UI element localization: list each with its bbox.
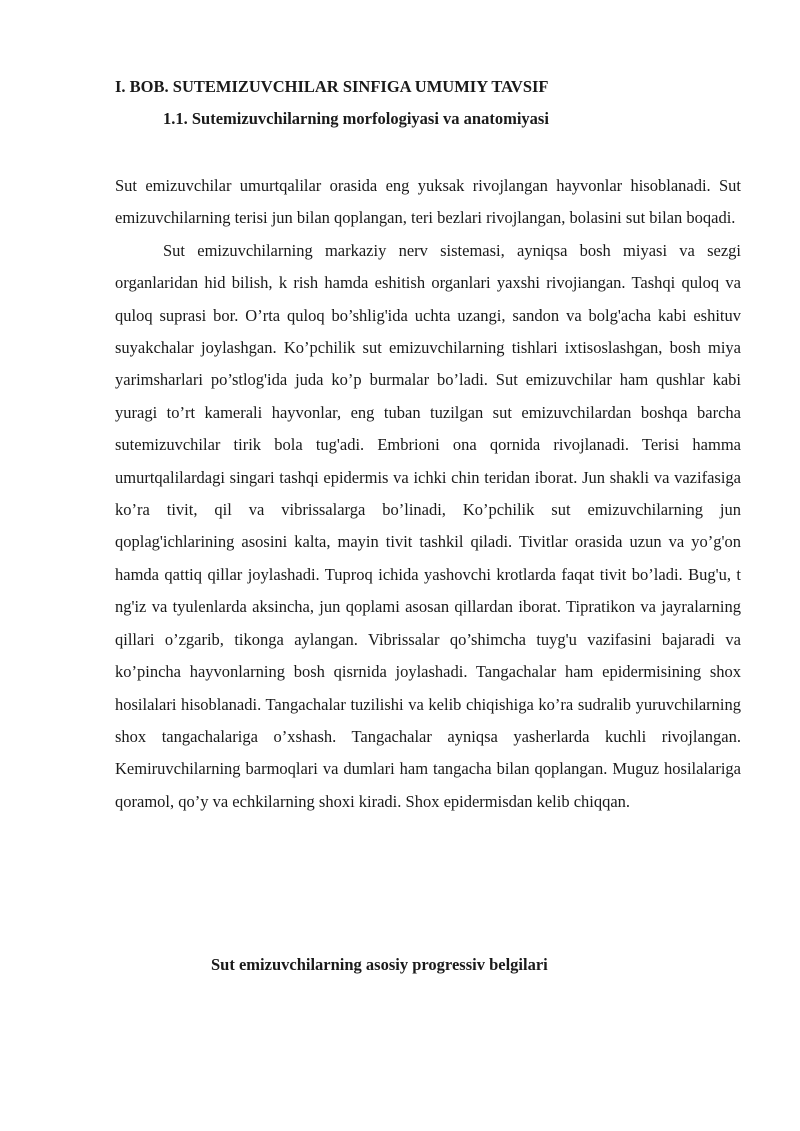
chapter-title: I. BOB. SUTEMIZUVCHILAR SINFIGA UMUMIY TAVSIF xyxy=(115,77,549,96)
paragraph-intro: Sut emizuvchilar umurtqalilar orasida eng yuksak rivojlangan hayvonlar hisoblanadi. Sut emizuvchilarning terisi jun bilan qoplangan, teri bezlari rivojlangan, bolasini sut bilan boqadi. xyxy=(115,176,741,228)
section-title: 1.1. Sutemizuvchilarning morfologiyasi va anatomiyasi xyxy=(163,109,549,128)
body-text xyxy=(115,170,741,818)
paragraph-main: Sut emizuvchilarning markaziy nerv sistemasi, ayniqsa bosh miyasi va sezgi organlaridan hid bilish, k rish hamda eshitish organlari yaxshi rivojiangan. Tashqi quloq va quloq suprasi bor. O’rta quloq bo’shlig'ida uchta uzangi, sandon va bolg'acha kabi eshituv suyakchalar joylashgan. Ko’pchilik sut emizuvchilarning tishlari ixtisoslashgan, bosh miya yarimsharlari po’stlog'ida juda ko’p burmalar bo’ladi. Sut emizuvchilar ham qushlar kabi yuragi to’rt kamerali hayvonlar, eng tuban tuzilgan sut emizuvchilardan boshqa barcha sutemizuvchilar tirik bola tug'adi. Embrioni ona qornida rivojlanadi. Terisi hamma umurtqalilardagi singari tashqi epidermis va ichki chin teridan iborat. Jun shakli va vazifasiga ko’ra tivit, qil va vibrissalarga bo’linadi, Ko’pchilik sut emizuvchilarning jun qoplag'ichlarining asosini kalta, mayin tivit tashkil qiladi. Tivitlar orasida uzun va yo’g'on hamda qattiq qillar joylashadi. Tuproq ichida yashovchi krotlarda faqat tivit bo’ladi. Bug'u, t ng'iz va tyulenlarda aksincha, jun qoplami asosan qillardan iborat. Tipratikon va jayralarning qillari o’zgarib, tikonga aylangan. Vibrissalar qo’shimcha tuyg'u vazifasini bajaradi va ko’pincha hayvonlarning bosh qisrnida joylashadi. Tangachalar ham epidermisining shox hosilalari hisoblanadi. Tangachalar tuzilishi va kelib chiqishiga ko’ra sudralib yuruvchilarning shox tangachalariga o’xshash. Tangachalar ayniqsa yasherlarda kuchli rivojlangan. Kemiruvchilarning barmoqlari va dumlari ham tangacha bilan qoplangan. Muguz hosilalariga qoramol, qo’y va echkilarning shoxi kiradi. Shox epidermisdan kelib chiqqan. xyxy=(115,240,741,811)
subheading: Sut emizuvchilarning asosiy progressiv belgilari xyxy=(211,955,548,974)
